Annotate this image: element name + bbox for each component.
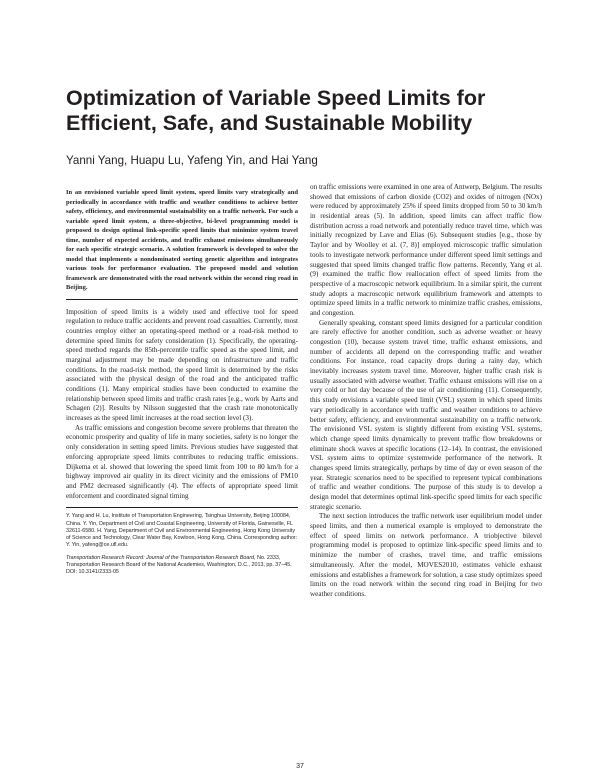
body-paragraph: As traffic emissions and congestion become severe problems that threaten the economic prosperity and quality of life in many societies, safety is no longer the only consideration in setting speed limits. Previous studies have suggested that enforcing appropriate speed limits contributes to reducing traffic emissions. Dijkema et al. showed that lowering the speed limit from 100 to 80 km/h for a highway improved air quality in its direct vicinity and the emissions of PM10 and PM2 decreased significantly (4). The effects of appropriate speed limit enforcement and coordinated signal timing bbox=[66, 423, 298, 500]
journal-details: No. 2333, Transportation Research Board of the National Academies, Washington, D.C., 2013, pp. 37–45. bbox=[66, 554, 292, 569]
author-affiliations-footnote: Y. Yang and H. Lu, Institute of Transportation Engineering, Tsinghua University, Beijing 100084, China. Y. Yin, Department of Civil and Coastal Engineering, University of Florida, Gainesville, FL 32611-6580. H. Yang, Department of Civil and Environmental Engineering, Hong Kong University of Science and Technology, Clear Water Bay, Kowloon, Hong Kong, China. Corresponding author: Y. Yin, yafeng@ce.ufl.edu. bbox=[66, 513, 298, 549]
abstract: In an envisioned variable speed limit system, speed limits vary strategically and periodically in accordance with traffic and weather conditions to achieve better safety, efficiency, and environmental sustainability on a traffic network. For such a variable speed limit system, a three-objective, bi-level programming model is proposed to design optimal link-specific speed limits that minimize system travel time, number of expected accidents, and traffic exhaust emissions simultaneously for each specific strategic scenario. A solution framework is developed to solve the model that implements a nondominated sorting genetic algorithm and integrates various tools for performance evaluation. The proposed model and solution framework are demonstrated with the road network within the second ring road in Beijing. bbox=[66, 189, 298, 291]
footnote-divider bbox=[66, 507, 298, 508]
author-list: Yanni Yang, Huapu Lu, Yafeng Yin, and Hai Yang bbox=[66, 154, 318, 167]
page-number: 37 bbox=[296, 763, 304, 770]
body-paragraph: Generally speaking, constant speed limits designed for a particular condition are rarely effective for another condition, such as adverse weather or heavy congestion (10), because system travel time, traffic exhaust emissions, and number of accidents all depend on the corresponding traffic and weather conditions. For instance, road capacity drops during a rainy day, which inevitably increases system travel time. Moreover, higher traffic crash risk is usually associated with adverse weather. Traffic exhaust emissions will rise on a very cold or hot day because of the use of air conditioning (11). Consequently, this study envisions a variable speed limit (VSL) system in which speed limits vary periodically in accordance with traffic and weather conditions to achieve better safety, efficiency, and environmental sustainability on a traffic network. The envisioned VSL system is slightly different from existing VSL systems, which change speed limits dynamically to prevent traffic flow breakdowns or eliminate shock waves at specific locations (12–14). In contrast, the envisioned VSL system aims to optimize systemwide performance of the network. It changes speed limits strategically, perhaps by time of day or even season of the year. Strategic scenarios need to be specified to represent typical combinations of traffic and weather conditions. The purpose of this study is to develop a design model that determines optimal link-specific speed limits for each specific strategic scenario. bbox=[310, 318, 542, 511]
right-column bbox=[310, 183, 542, 600]
doi: DOI: 10.3141/2333-05 bbox=[66, 569, 119, 576]
paper-title: Optimization of Variable Speed Limits for Efficient, Safe, and Sustainable Mobility bbox=[66, 86, 486, 135]
journal-name: Transportation Research Record: Journal of the Transportation Research Board, bbox=[66, 554, 256, 561]
journal-citation bbox=[66, 555, 298, 577]
left-column bbox=[66, 183, 298, 577]
abstract-divider bbox=[66, 299, 298, 300]
body-paragraph: Imposition of speed limits is a widely used and effective tool for speed regulation to reduce traffic accidents and prevent road casualties. Currently, most countries employ either an operating-speed method or a road-risk method to determine speed limits for safety consideration (1). Specifically, the operating-speed method regards the 85th-percentile traffic speed as the speed limit, and marginal adjustment may be made depending on infrastructure and traffic conditions. In the road-risk method, the speed limit is determined by the risks associated with the physical design of the road and the anticipated traffic conditions (1). Many empirical studies have been conducted to examine the relationship between speed limits and traffic crash rates [e.g., work by Aarts and Schagen (2)]. Results by Nilsson suggested that the crash rate monotonically increases as the speed limit increases at the road section level (3). bbox=[66, 307, 298, 423]
body-paragraph: The next section introduces the traffic network user equilibrium model under speed limits, and then a numerical example is employed to demonstrate the effect of speed limits on network performance. A triobjective bilevel programming model is proposed to optimize link-specific speed limits and to minimize the number of crashes, travel time, and traffic emissions simultaneously. After the model, MOVES2010, estimates vehicle exhaust emissions and establishes a framework for solution, a case study optimizes speed limits on the road network within the second ring road in Beijing for two weather conditions. bbox=[310, 512, 542, 598]
body-paragraph: on traffic emissions were examined in one area of Antwerp, Belgium. The results showed that emissions of carbon dioxide (CO2) and oxides of nitrogen (NOx) were reduced by approximately 25% if speed limits dropped from 50 to 30 km/h in residential areas (5). In addition, speed limits can affect traffic flow distribution across a road network and potentially reduce travel time, which was initially recognized by Lave and Elias (6). Subsequent studies [e.g., those by Taylor and by Woolley et al. (7, 8)] employed microscopic traffic simulation tools to investigate network performance under different speed limit settings and suggested that speed limits changed traffic flow patterns. Recently, Yang et al. (9) examined the traffic flow reallocation effect of speed limits from the perspective of a macroscopic network equilibrium. In a similar spirit, the current study adopts a macroscopic network equilibrium framework and attempts to optimize speed limits in a traffic network to minimize traffic crashes, emissions, and congestion. bbox=[310, 183, 542, 317]
